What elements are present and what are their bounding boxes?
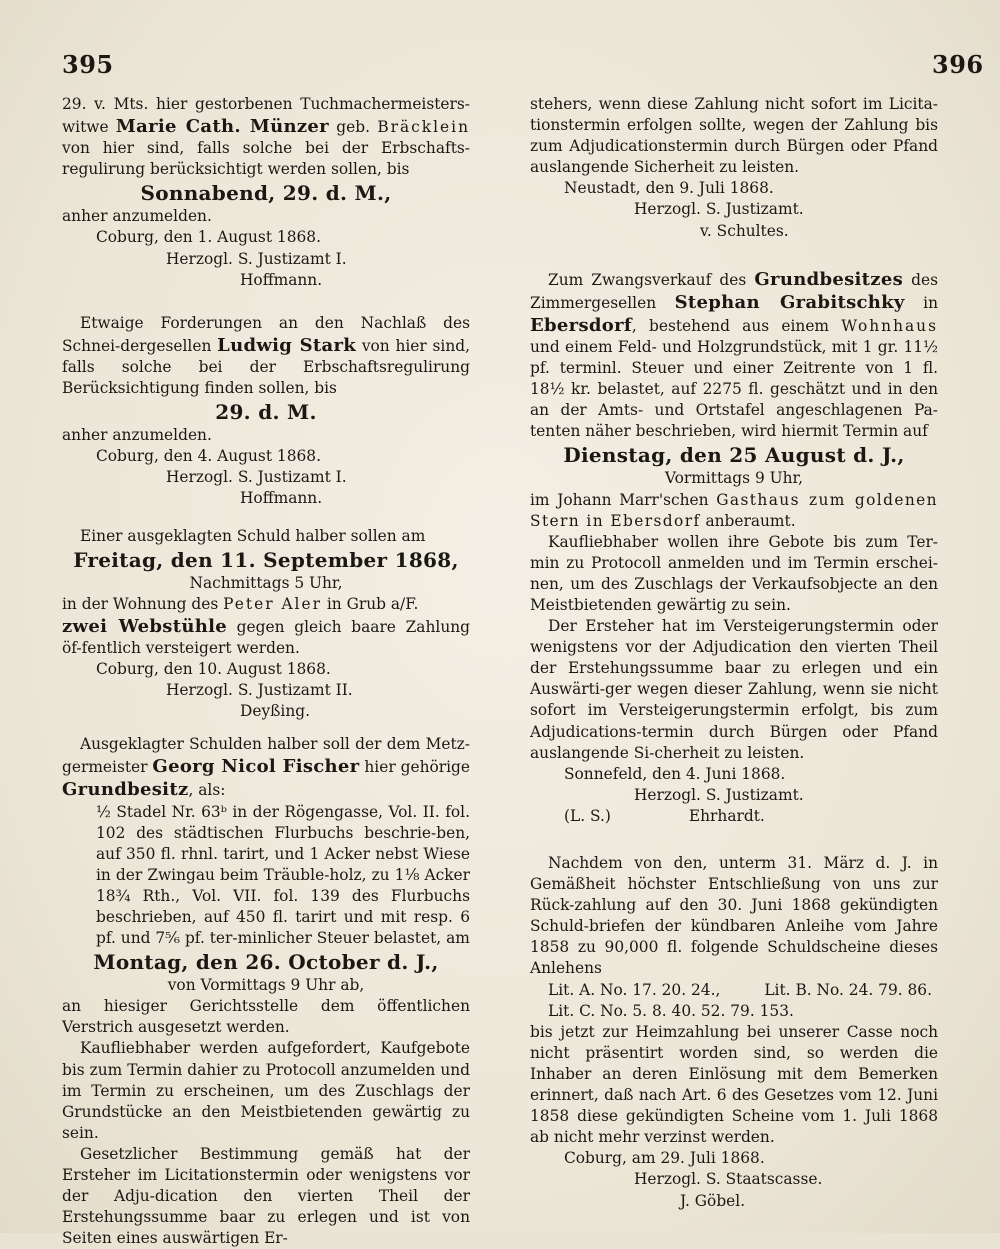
notice-text: Ausgeklagter Schulden halber soll der dem Metz-germeister Georg Nicol Fischer hier gehörige Grundbesitz, als: xyxy=(62,735,470,801)
place-date: Coburg, den 4. August 1868. xyxy=(96,447,321,466)
auction-date: Montag, den 26. October d. J., xyxy=(93,950,439,975)
signature: J. Göbel. xyxy=(680,1191,746,1210)
separator xyxy=(62,722,470,734)
person-name: Marie Cath. Münzer xyxy=(115,116,329,138)
person-name: Peter Aler xyxy=(223,594,322,613)
separator xyxy=(62,291,470,313)
page-number-left: 395 xyxy=(62,50,114,79)
signature: Deyßing. xyxy=(240,702,311,721)
authority: Herzogl. S. Justizamt. xyxy=(634,200,804,219)
authority: Herzogl. S. Justizamt I. xyxy=(166,249,347,268)
notice-continuation: stehers, wenn diese Zahlung nicht sofort im Licita-tionstermin erfolgen sollte, wegen der Zahlung bis zum Adjudicationstermin durch Bürgen oder Pfand auslangende Sicherheit zu leisten. xyxy=(530,95,938,177)
notice-neustadt xyxy=(530,94,938,242)
notice-text: Nachdem von den, unterm 31. März d. J. in Gemäßheit höchster Entschließung von uns zur Rück-zahlung auf den 30. Juni 1868 gekündigten Schuld-briefen der kündbaren Anleihe vom Jahre 1858 zu 90,000 fl. folgende Schuldscheine dieses Anlehens xyxy=(530,854,938,978)
notice-text-2: bis jetzt zur Heimzahlung bei unserer Casse noch nicht präsentirt worden sind, so werden die Inhaber an deren Einlösung mit dem Bemerken erinnert, daß nach Art. 6 des Gesetzes vom 12. Juni 1858 diese gekündigten Scheine vom 1. Juli 1868 ab nicht mehr verzinst werden. xyxy=(530,1022,938,1147)
notice-fischer xyxy=(62,734,470,1249)
place-date: Coburg, am 29. Juli 1868. xyxy=(564,1149,765,1168)
seal-signature-line xyxy=(530,806,938,827)
notice-text: Zum Zwangsverkauf des Grundbesitzes des Zimmergesellen Stephan Grabitschky in Ebersdorf, bestehend aus einem Wohnhaus und einem Feld- und Holzgrundstück, mit 1 gr. 11½ pf. terminl. Steuer und einer Zeitrente von 1 fl. 18½ kr. belastet, auf 2275 fl. geschätzt und in den an der Amts- und Ortstafel angeschlagenen Pa-tenten näher beschrieben, wird hiermit Termin auf xyxy=(530,268,938,441)
page-number-right: 396 xyxy=(932,50,984,79)
notice-stark xyxy=(62,313,470,510)
place-date: Coburg, den 1. August 1868. xyxy=(96,228,321,247)
place-date: Coburg, den 10. August 1868. xyxy=(96,659,331,678)
authority: Herzogl. S. Justizamt II. xyxy=(166,681,353,700)
left-column xyxy=(62,94,470,1249)
authority: Herzogl. S. Justizamt I. xyxy=(166,468,347,487)
notice-paragraph: Der Ersteher hat im Versteigerungstermin oder wenigstens vor der Adjudication den vierten Theil der Erstehungssumme baar zu erlegen und ein Auswärti-ger wegen dieser Zahlung, wenn sie nicht sofort im Versteigerungstermin erfolgt, bis zum Adjudications-termin durch Bürgen oder Pfand auslangende Si-cherheit zu leisten. xyxy=(530,617,938,762)
seal-mark: (L. S.) xyxy=(564,806,611,825)
lot-b: Lit. B. No. 24. 79. 86. xyxy=(764,980,932,999)
auction-date: Freitag, den 11. September 1868, xyxy=(73,547,459,572)
lot-row xyxy=(530,980,938,1001)
notice-intro: Einer ausgeklagten Schuld halber sollen am xyxy=(80,526,426,545)
notice-aler xyxy=(62,526,470,723)
separator xyxy=(530,827,938,853)
place-date: Sonnefeld, den 4. Juni 1868. xyxy=(564,764,786,783)
property-word: Grundbesitzes xyxy=(754,268,904,290)
notice-paragraph: Gesetzlicher Bestimmung gemäß hat der Ersteher im Licitationstermin oder wenigstens vor der Adju-dication den vierten Theil der Erstehungssumme baar zu erlegen und ist von Seiten eines auswärtigen Er- xyxy=(62,1144,470,1248)
town-name: Ebersdorf xyxy=(530,314,632,336)
deadline-date: 29. d. M. xyxy=(215,400,317,425)
person-name: Ludwig Stark xyxy=(217,334,357,356)
report-line: anher anzumelden. xyxy=(62,207,212,226)
lot-c: Lit. C. No. 5. 8. 40. 52. 79. 153. xyxy=(548,1001,794,1020)
notice-text: in der Wohnung des Peter Aler in Grub a/F. zwei Webstühle gegen gleich baare Zahlung öf-fentlich versteigert werden. xyxy=(62,594,470,657)
signature: Hoffmann. xyxy=(240,489,323,508)
maiden-name: Bräcklein xyxy=(377,118,470,137)
person-name: Georg Nicol Fischer xyxy=(152,756,360,778)
notice-paragraph: Kaufliebhaber werden aufgefordert, Kaufgebote bis zum Termin dahier zu Protocoll anzumelden und im Termin zu erscheinen, um des Zuschlags der Grundstücke an den Meistbietenden gewärtig zu sein. xyxy=(62,1039,470,1142)
property-list: ½ Stadel Nr. 63ᵇ in der Rögengasse, Vol. II. fol. 102 des städtischen Flurbuchs beschrie-ben, auf 350 fl. rhnl. tarirt, und 1 Acker nebst Wiese in der Zwingau beim Träuble-holz, zu 1⅛ Acker 18¾ Rth., Vol. VII. fol. 139 des Flurbuchs beschrieben, auf 450 fl. tarirt und mit resp. 6 pf. und 7⁵⁄₆ pf. ter-minlicher Steuer belastet, am xyxy=(96,802,470,948)
house-word: Wohnhaus xyxy=(841,316,938,335)
signature: Ehrhardt. xyxy=(688,806,765,825)
notice-text: Etwaige Forderungen an den Nachlaß des Schnei-dergesellen Ludwig Stark von hier sind, falls solche bei der Erbschaftsregulirung Berücksichtigung finden sollen, bis xyxy=(62,313,471,398)
separator xyxy=(530,242,938,268)
notice-paragraph: Kaufliebhaber wollen ihre Gebote bis zum Ter-min zu Protocoll anmelden und im Termin erschei-nen, um des Zuschlags der Verkaufsobjecte an den Meistbietenden gewärtig zu sein. xyxy=(530,532,938,614)
notice-muenzer xyxy=(62,94,470,291)
property-word: Grundbesitz xyxy=(62,779,189,801)
report-line: anher anzumelden. xyxy=(62,426,212,445)
authority: Herzogl. S. Staatscasse. xyxy=(634,1170,823,1189)
place-date: Neustadt, den 9. Juli 1868. xyxy=(564,179,774,198)
auction-item: zwei Webstühle xyxy=(62,615,227,637)
notice-text: 29. v. Mts. hier gestorbenen Tuchmachermeisters-witwe Marie Cath. Münzer geb. Bräcklein von hier sind, falls solche bei der Erbschafts-regulirung berücksichtigt werden sollen, bis xyxy=(62,95,470,179)
separator xyxy=(62,510,470,526)
deadline-date: Sonnabend, 29. d. M., xyxy=(140,181,392,206)
authority: Herzogl. S. Justizamt. xyxy=(634,785,804,804)
notice-staatscasse xyxy=(530,853,938,1212)
lot-a: Lit. A. No. 17. 20. 24., xyxy=(548,980,721,999)
auction-time: Nachmittags 5 Uhr, xyxy=(189,573,343,592)
signature: Hoffmann. xyxy=(240,270,323,289)
right-column xyxy=(530,94,938,1212)
person-name: Stephan Grabitschky xyxy=(674,291,905,313)
auction-date: Dienstag, den 25 August d. J., xyxy=(563,443,905,468)
signature: v. Schultes. xyxy=(700,221,789,240)
notice-text-2: im Johann Marr'schen Gasthaus zum goldenen Stern in Ebersdorf anberaumt. xyxy=(530,490,938,530)
notice-text-2: an hiesiger Gerichtsstelle dem öffentlichen Verstrich ausgesetzt werden. xyxy=(62,997,470,1037)
auction-time: Vormittags 9 Uhr, xyxy=(664,469,804,488)
auction-time: von Vormittags 9 Uhr ab, xyxy=(167,976,365,995)
inn-name: Gasthaus zum goldenen Stern in Ebersdorf xyxy=(530,490,938,530)
notice-grabitschky xyxy=(530,268,938,827)
